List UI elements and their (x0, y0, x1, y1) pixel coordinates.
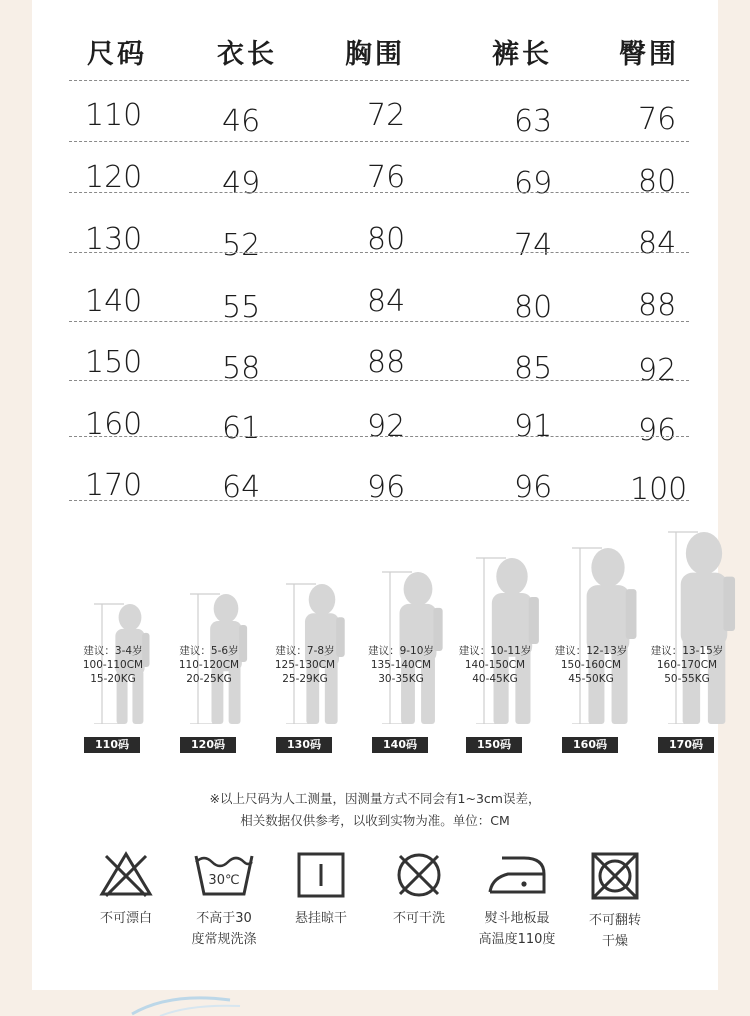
cell-hip: 92 (638, 353, 677, 388)
header-chest: 胸围 (345, 39, 405, 70)
advice-weight: 25-29KG (282, 673, 328, 685)
care-label: 不可漂白 (99, 911, 152, 926)
divider (69, 141, 689, 142)
cell-hip: 84 (638, 226, 677, 261)
cell-chest: 88 (367, 345, 406, 380)
advice-weight: 45-50KG (568, 673, 614, 685)
size-tag: 110码 (84, 737, 140, 753)
cell-chest: 92 (367, 409, 406, 444)
hang-dry-icon (294, 850, 348, 900)
care-item (462, 850, 572, 950)
advice-weight: 15-20KG (90, 673, 136, 685)
header-length: 衣长 (217, 39, 277, 70)
care-label: 不可翻转 干燥 (588, 913, 641, 949)
no-dry-clean-icon (392, 850, 446, 900)
size-advice (536, 644, 646, 686)
advice-advice: 建议：7-8岁 (275, 645, 335, 657)
cell-length: 64 (222, 470, 261, 505)
advice-weight: 50-55KG (664, 673, 710, 685)
divider (69, 252, 689, 253)
cell-chest: 96 (367, 470, 406, 505)
advice-advice: 建议：12-13岁 (554, 645, 628, 657)
cell-hip: 80 (638, 164, 677, 199)
header-size: 尺码 (87, 39, 147, 70)
cell-chest: 80 (367, 222, 406, 257)
cell-hip: 96 (638, 413, 677, 448)
cell-hip: 88 (638, 288, 677, 323)
divider (69, 80, 689, 81)
size-advice (440, 644, 550, 686)
cell-size: 110 (85, 98, 143, 133)
advice-height: 135-140CM (370, 659, 432, 671)
cell-size: 160 (85, 407, 143, 442)
table-row (32, 284, 718, 334)
child-silhouette-icon (542, 546, 652, 724)
advice-height: 140-150CM (464, 659, 526, 671)
cell-size: 130 (85, 222, 143, 257)
cell-pants-length: 96 (514, 470, 553, 505)
size-tag: 140码 (372, 737, 428, 753)
divider (69, 380, 689, 381)
care-item (560, 850, 670, 952)
cell-pants-length: 80 (514, 290, 553, 325)
advice-weight: 40-45KG (472, 673, 518, 685)
cell-size: 150 (85, 345, 143, 380)
measurement-note (32, 788, 718, 832)
note-line-1: ※以上尺码为人工测量，因测量方式不同会有1~3cm误差， (209, 791, 541, 806)
advice-height: 110-120CM (178, 659, 240, 671)
advice-weight: 20-25KG (186, 673, 232, 685)
decorative-wave (130, 990, 250, 1016)
care-item (364, 850, 474, 929)
divider (69, 436, 689, 437)
cell-pants-length: 85 (514, 351, 553, 386)
table-row (32, 160, 718, 210)
advice-advice: 建议：5-6岁 (179, 645, 239, 657)
size-chart-card (32, 0, 724, 990)
iron-110-icon (484, 850, 550, 900)
care-label: 悬挂晾干 (294, 911, 347, 926)
no-bleach-icon (98, 850, 154, 900)
size-tag: 160码 (562, 737, 618, 753)
header-pants-length: 裤长 (492, 39, 552, 70)
cell-size: 140 (85, 284, 143, 319)
care-label: 不可干洗 (392, 911, 445, 926)
advice-weight: 30-35KG (378, 673, 424, 685)
cell-pants-length: 63 (514, 104, 553, 139)
divider (69, 321, 689, 322)
cell-chest: 72 (367, 98, 406, 133)
cell-length: 61 (222, 411, 261, 446)
cell-pants-length: 91 (514, 409, 553, 444)
cell-size: 120 (85, 160, 143, 195)
cell-size: 170 (85, 468, 143, 503)
advice-height: 150-160CM (560, 659, 622, 671)
note-line-2: 相关数据仅供参考，以收到实物为准。单位：CM (240, 813, 510, 828)
size-advice (632, 644, 742, 686)
table-row (32, 407, 718, 457)
table-row (32, 345, 718, 395)
size-figure (638, 530, 748, 754)
cell-length: 49 (222, 166, 261, 201)
divider (69, 500, 689, 501)
advice-advice: 建议：13-15岁 (650, 645, 724, 657)
advice-advice: 建议：9-10岁 (368, 645, 434, 657)
size-tag: 150码 (466, 737, 522, 753)
child-silhouette-icon (638, 530, 748, 724)
care-label: 熨斗地板最 高温度110度 (478, 911, 556, 947)
cell-chest: 76 (367, 160, 406, 195)
cell-hip: 100 (630, 472, 688, 507)
size-advice (58, 644, 168, 686)
care-label: 不高于30 度常规洗涤 (191, 911, 257, 947)
cell-length: 55 (222, 290, 261, 325)
care-item (266, 850, 376, 929)
size-tag: 120码 (180, 737, 236, 753)
care-item (169, 850, 279, 950)
wash-temp: 30℃ (208, 873, 240, 888)
cell-hip: 76 (638, 102, 677, 137)
table-row (32, 222, 718, 272)
cell-pants-length: 69 (514, 166, 553, 201)
size-table-header (32, 32, 718, 72)
cell-length: 46 (222, 104, 261, 139)
wash-30-icon (192, 850, 256, 900)
child-silhouette-icon (446, 556, 556, 724)
size-advice (250, 644, 360, 686)
size-tag: 130码 (276, 737, 332, 753)
advice-advice: 建议：10-11岁 (458, 645, 532, 657)
size-advice (154, 644, 264, 686)
cell-chest: 84 (367, 284, 406, 319)
advice-advice: 建议：3-4岁 (83, 645, 143, 657)
cell-length: 58 (222, 351, 261, 386)
care-item (71, 850, 181, 929)
advice-height: 100-110CM (82, 659, 144, 671)
divider (69, 192, 689, 193)
table-row (32, 468, 718, 518)
advice-height: 125-130CM (274, 659, 336, 671)
size-tag: 170码 (658, 737, 714, 753)
cell-length: 52 (222, 228, 261, 263)
header-hip: 臀围 (619, 39, 679, 70)
cell-pants-length: 74 (514, 228, 553, 263)
no-tumble-dry-icon (588, 850, 642, 902)
advice-height: 160-170CM (656, 659, 718, 671)
